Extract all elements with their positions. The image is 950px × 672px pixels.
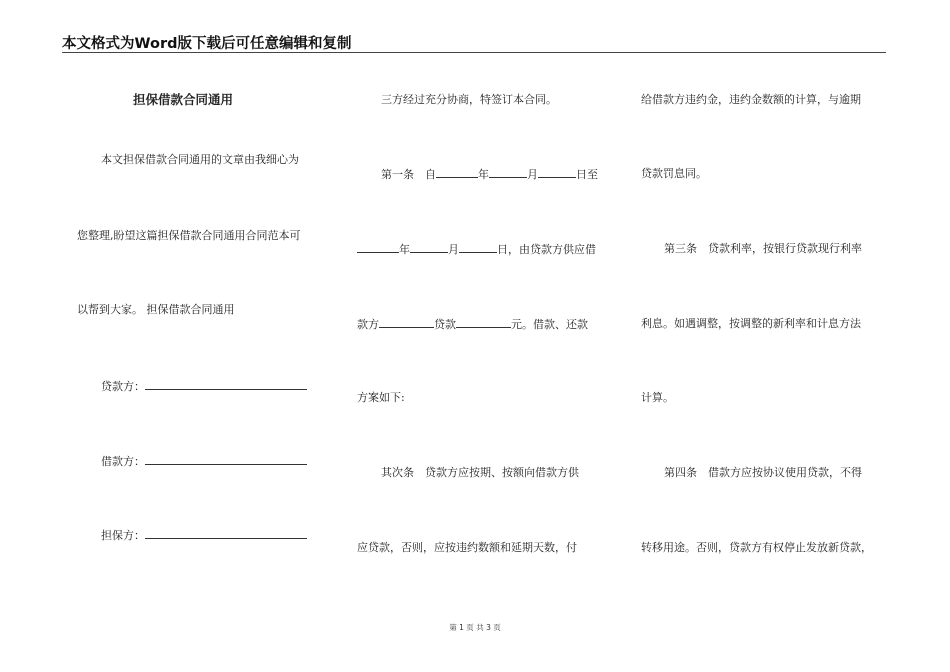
borrower-field [101,454,307,469]
col3-line-1: 给借款方违约金，违约金数额的计算，与逾期 [641,93,861,106]
page-number: 第 1 页 共 3 页 [449,623,501,632]
intro-line-3: 以帮到大家。 担保借款合同通用 [77,303,235,316]
guarantor-label: 担保方： [101,529,145,542]
borrower-label: 借款方： [101,455,145,468]
amount-text: 元。借款、还款 [511,318,588,331]
article-1-start: 第一条 自 [381,168,436,181]
month-label: 月 [527,168,538,181]
page-header-title: 本文格式为Word版下载后可任意编辑和复制 [62,36,352,52]
borrower-blank [145,454,307,465]
col2-line-5: 方案如下: [357,391,405,404]
document-title: 担保借款合同通用 [133,92,234,107]
day-blank [538,167,576,178]
borrower-name-blank [379,317,434,328]
guarantor-field [101,528,307,543]
col2-line-3 [357,242,596,257]
col3-line-2: 贷款罚息同。 [641,167,707,180]
col3-line-3: 第三条 贷款利率，按银行贷款现行利率 [664,242,862,255]
borrower-ref: 款方 [357,318,379,331]
end-year-blank [357,242,399,253]
col2-line-7: 应贷款，否则，应按违约数额和延期天数，付 [357,541,577,554]
guarantor-blank [145,528,307,539]
month-blank [489,167,527,178]
lender-label: 贷款方： [101,380,145,393]
col3-line-6: 第四条 借款方应按协议使用贷款，不得 [664,466,862,479]
end-month-label: 月 [448,243,459,256]
amount-blank [456,317,511,328]
end-year-label: 年 [399,243,410,256]
end-day-blank [459,242,497,253]
intro-line-1: 本文担保借款合同通用的文章由我细心为 [101,153,299,166]
col3-line-7: 转移用途。否则，贷款方有权停止发放新贷款， [641,541,872,554]
intro-line-2: 您整理,盼望这篇担保借款合同通用合同范本可 [77,229,301,242]
year-label: 年 [478,168,489,181]
day-label: 日至 [576,168,598,181]
col3-line-4: 利息。如遇调整，按调整的新利率和计息方法 [641,317,861,330]
article-1-line [381,167,598,182]
col2-line-6: 其次条 贷款方应按期、按额向借款方供 [381,466,579,479]
lender-blank [145,379,307,390]
lender-field [101,379,307,394]
header-divider [62,52,886,53]
end-month-blank [410,242,448,253]
col2-line-1: 三方经过充分协商，特签订本合同。 [381,93,557,106]
loan-label: 贷款 [434,318,456,331]
year-blank [436,167,478,178]
end-day-text: 日，由贷款方供应借 [497,243,596,256]
col2-line-4 [357,317,588,332]
col3-line-5: 计算。 [641,391,674,404]
